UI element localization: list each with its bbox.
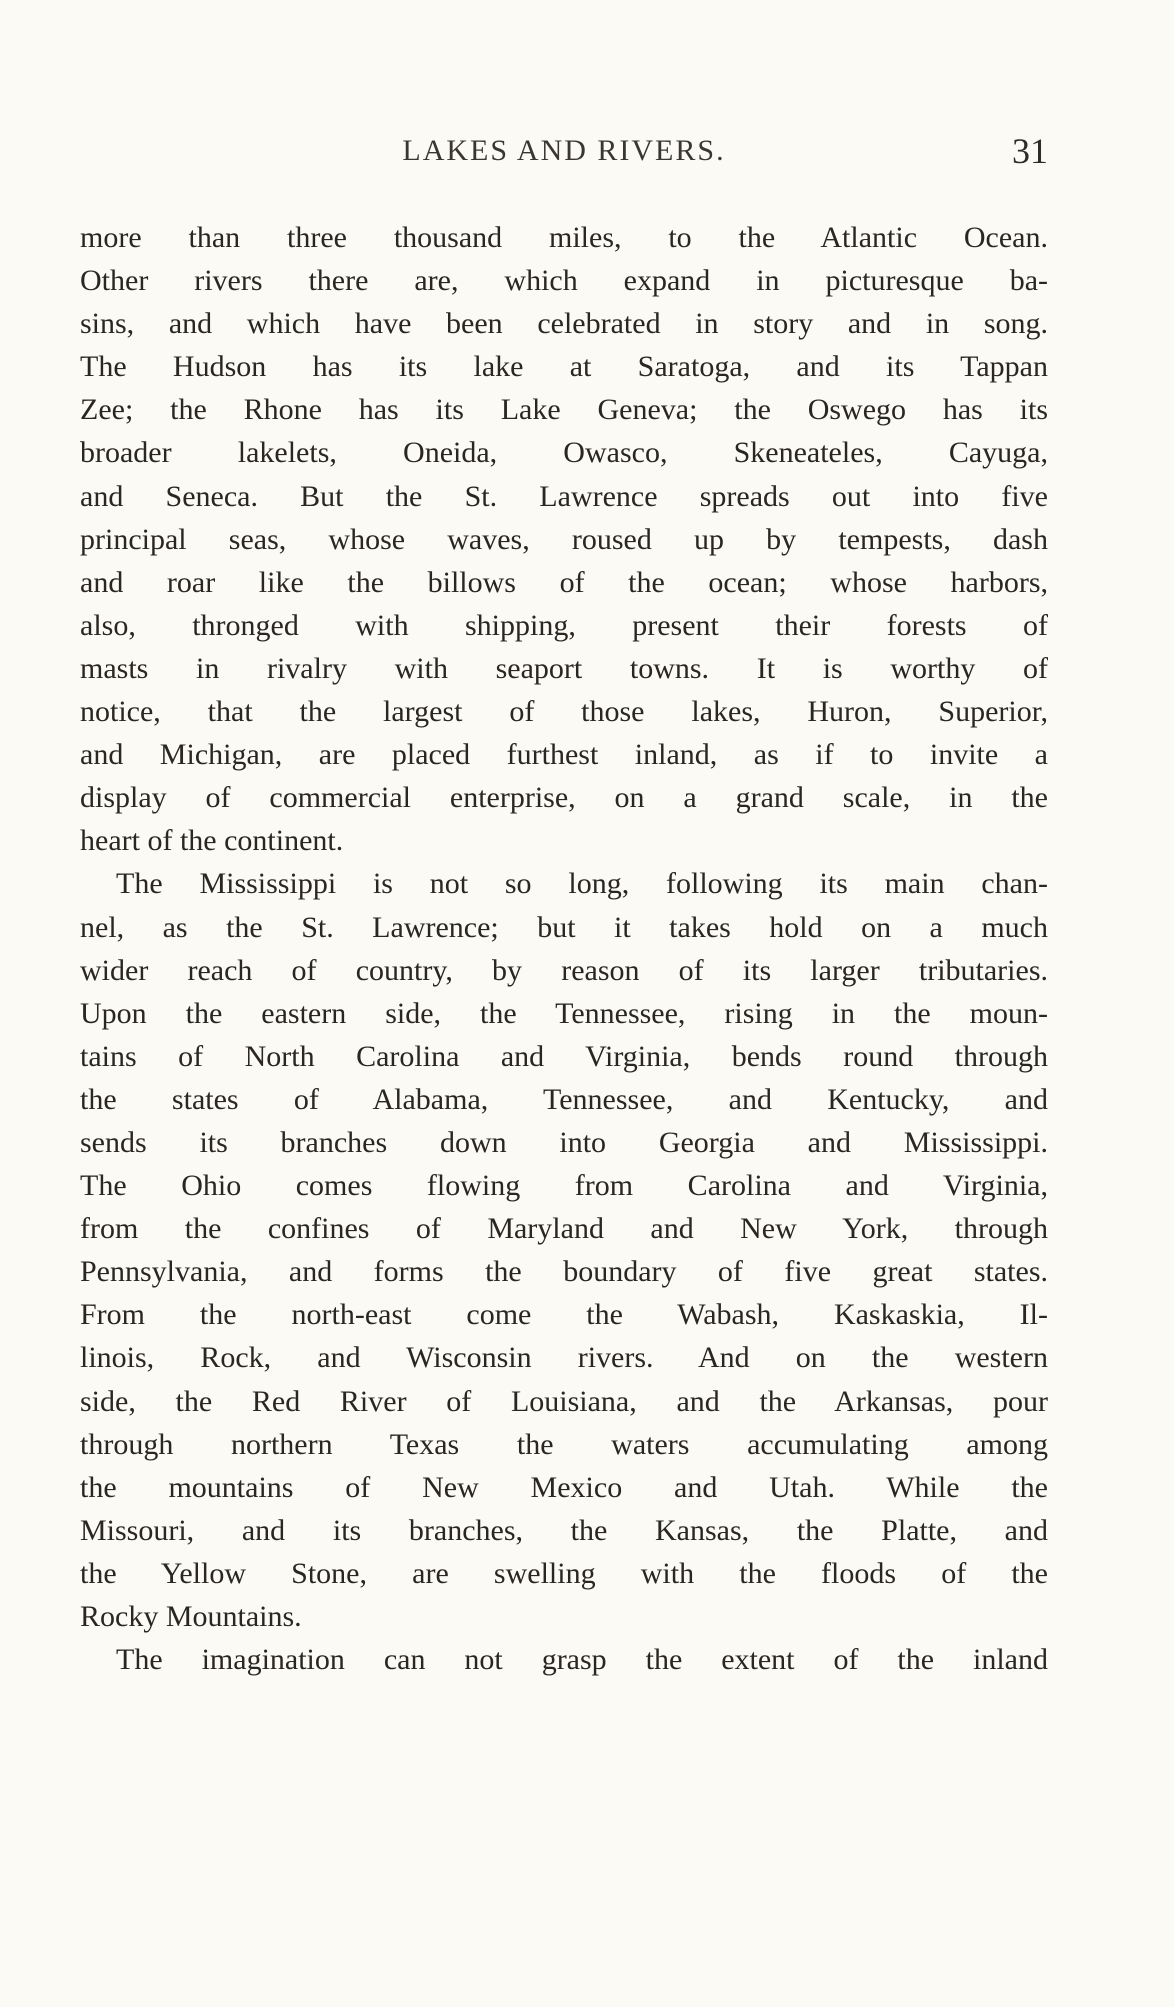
paragraph-2	[80, 862, 1048, 1638]
text-line: and Seneca. But the St. Lawrence spreads out into five	[80, 479, 1048, 513]
text-line: through northern Texas the waters accumulating among	[80, 1427, 1048, 1461]
text-line: Rocky Mountains.	[80, 1600, 302, 1633]
text-line: side, the Red River of Louisiana, and the Arkansas, pour	[80, 1384, 1048, 1418]
text-line: Zee; the Rhone has its Lake Geneva; the Oswego has its	[80, 393, 1048, 427]
text-line: the Yellow Stone, are swelling with the floods of the	[80, 1556, 1048, 1590]
text-line: Upon the eastern side, the Tennessee, rising in the moun-	[80, 996, 1048, 1030]
text-line: sends its branches down into Georgia and Mississippi.	[80, 1125, 1048, 1159]
paragraph-1	[80, 216, 1048, 862]
text-line: and Michigan, are placed furthest inland, as if to invite a	[80, 738, 1048, 772]
text-line: the mountains of New Mexico and Utah. While the	[80, 1470, 1048, 1504]
text-line: broader lakelets, Oneida, Owasco, Skeneateles, Cayuga,	[80, 436, 1048, 470]
text-line: the states of Alabama, Tennessee, and Kentucky, and	[80, 1082, 1048, 1116]
text-line: The Hudson has its lake at Saratoga, and its Tappan	[80, 350, 1048, 384]
body-text	[80, 216, 1048, 1681]
text-line: also, thronged with shipping, present their forests of	[80, 608, 1048, 642]
text-line: display of commercial enterprise, on a grand scale, in the	[80, 781, 1048, 815]
text-line: The imagination can not grasp the extent of the inland	[116, 1643, 1048, 1677]
text-line: linois, Rock, and Wisconsin rivers. And on the western	[80, 1341, 1048, 1375]
chapter-title: LAKES AND RIVERS.	[402, 134, 726, 167]
text-line: nel, as the St. Lawrence; but it takes hold on a much	[80, 910, 1048, 944]
text-line: principal seas, whose waves, roused up by tempests, dash	[80, 522, 1048, 556]
text-line: tains of North Carolina and Virginia, bends round through	[80, 1039, 1048, 1073]
text-line: wider reach of country, by reason of its larger tributaries.	[80, 953, 1048, 987]
text-line: Other rivers there are, which expand in picturesque ba-	[80, 264, 1048, 298]
text-line: Pennsylvania, and forms the boundary of five great states.	[80, 1255, 1048, 1289]
text-line: The Ohio comes flowing from Carolina and Virginia,	[80, 1169, 1048, 1203]
text-line: From the north-east come the Wabash, Kaskaskia, Il-	[80, 1298, 1048, 1332]
text-line: Missouri, and its branches, the Kansas, the Platte, and	[80, 1513, 1048, 1547]
text-line: The Mississippi is not so long, following its main chan-	[116, 867, 1048, 901]
paragraph-3	[80, 1638, 1048, 1681]
text-line: masts in rivalry with seaport towns. It is worthy of	[80, 651, 1048, 685]
text-line: from the confines of Maryland and New York, through	[80, 1212, 1048, 1246]
text-line: heart of the continent.	[80, 824, 344, 858]
text-line: and roar like the billows of the ocean; whose harbors,	[80, 565, 1048, 599]
text-line: more than three thousand miles, to the Atlantic Ocean.	[80, 221, 1048, 254]
text-line: sins, and which have been celebrated in story and in song.	[80, 307, 1048, 341]
text-line: notice, that the largest of those lakes, Huron, Superior,	[80, 695, 1048, 729]
page-number: 31	[1012, 131, 1048, 171]
running-head	[80, 131, 1048, 174]
